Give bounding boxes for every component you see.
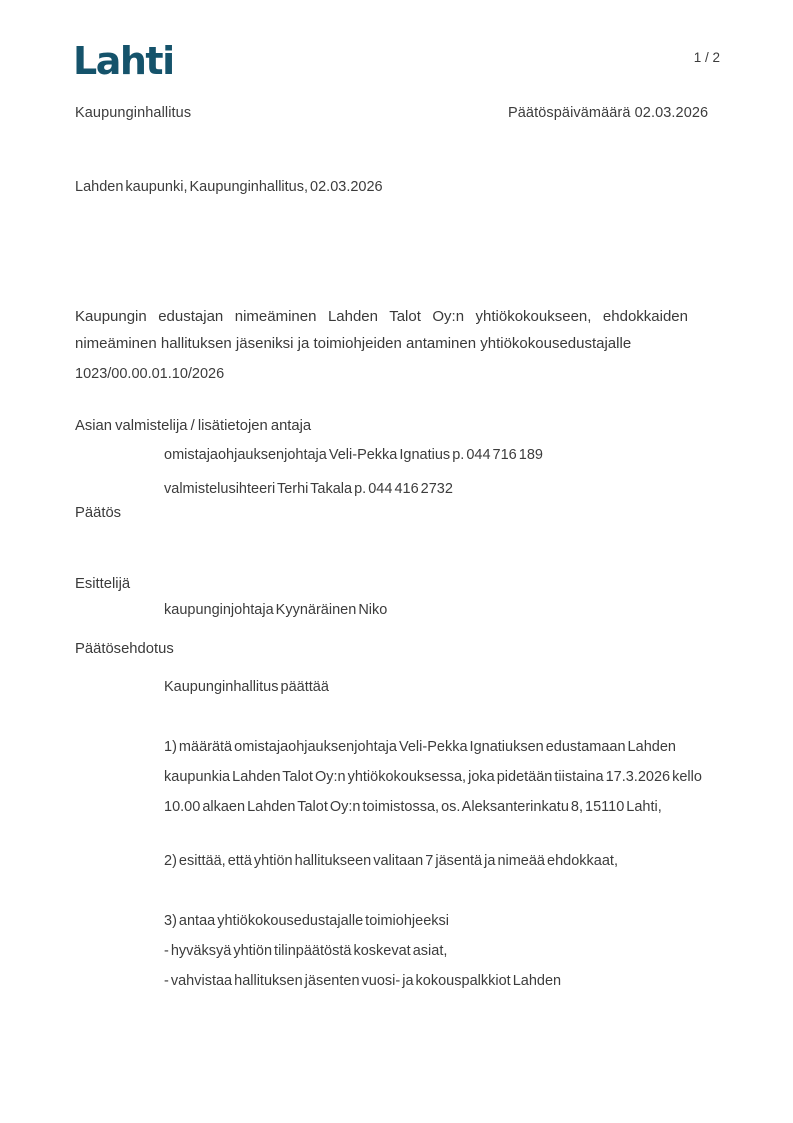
proposal-item-3-bullet-1: - hyväksyä yhtiön tilinpäätöstä koskevat asiat, bbox=[164, 943, 448, 959]
header-decision-date: Päätöspäivämäärä 02.03.2026 bbox=[508, 105, 709, 121]
document-intro-line: Lahden kaupunki, Kaupunginhallitus, 02.03.2026 bbox=[75, 179, 383, 195]
proposal-item-3: 3) antaa yhtiökokousedustajalle toimiohjeeksi bbox=[164, 913, 449, 929]
page-number: 1 / 2 bbox=[693, 50, 720, 65]
proposal-items bbox=[164, 732, 716, 996]
proposal-item-1: 1) määrätä omistajaohjauksenjohtaja Veli-Pekka Ignatiuksen edustamaan Lahden kaupunkia Lahden Talot Oy:n yhtiökokouksessa, joka pidetään tiistaina 17.3.2026 kello 10.00 alkaen Lahden Talot Oy:n toimistossa, os. Aleksanterinkatu 8, 15110 Lahti, bbox=[164, 739, 702, 815]
decision-heading: Päätös bbox=[75, 505, 122, 521]
case-number: 1023/00.00.01.10/2026 bbox=[75, 366, 225, 382]
lahti-logo: Lahti bbox=[73, 39, 174, 83]
proposal-item-3-bullet-2: - vahvistaa hallituksen jäsenten vuosi- ja kokouspalkkiot Lahden bbox=[164, 973, 562, 989]
presenter-name: kaupunginjohtaja Kyynäräinen Niko bbox=[164, 602, 388, 618]
preparer-contact: omistajaohjauksenjohtaja Veli-Pekka Ignatius p. 044 716 189 bbox=[164, 447, 543, 463]
preparer-heading: Asian valmistelija / lisätietojen antaja bbox=[75, 418, 312, 434]
proposal-item-2: 2) esittää, että yhtiön hallitukseen valitaan 7 jäsentä ja nimeää ehdokkaat, bbox=[164, 853, 618, 869]
header-organization: Kaupunginhallitus bbox=[75, 105, 192, 121]
proposal-heading: Päätösehdotus bbox=[75, 641, 174, 657]
preparer-contact: valmistelusihteeri Terhi Takala p. 044 416 2732 bbox=[164, 481, 453, 497]
proposal-intro: Kaupunginhallitus päättää bbox=[164, 679, 329, 695]
presenter-heading: Esittelijä bbox=[75, 576, 131, 592]
document-title: Kaupungin edustajan nimeäminen Lahden Talot Oy:n yhtiökokoukseen, ehdokkaiden nimeäminen hallituksen jäseniksi ja toimiohjeiden antaminen yhtiökokousedustajalle bbox=[75, 308, 688, 352]
